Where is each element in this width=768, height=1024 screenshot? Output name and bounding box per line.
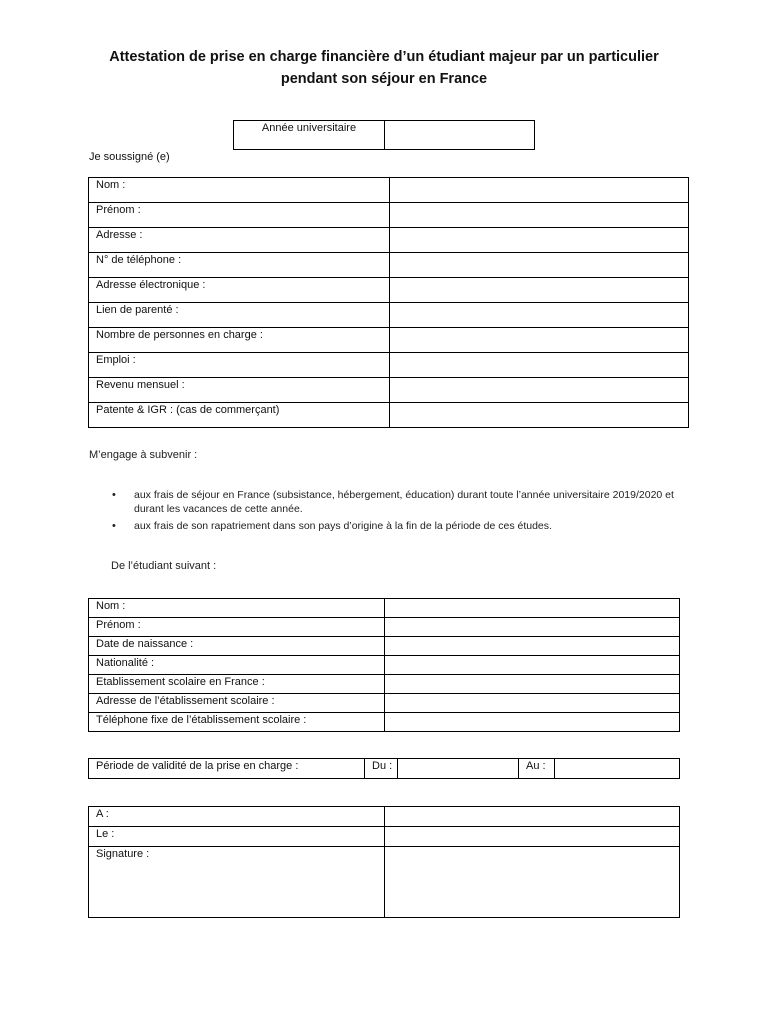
signature-value-field[interactable] (385, 847, 680, 918)
signature-table (88, 806, 680, 918)
etudiant-value-field[interactable] (385, 599, 680, 618)
engage-label: M’engage à subvenir : (89, 449, 198, 461)
garant-label: Patente & IGR : (cas de commerçant) (89, 403, 390, 428)
garant-label: Emploi : (89, 353, 390, 378)
periode-label: Période de validité de la prise en charge : (89, 759, 365, 779)
table-row (89, 353, 689, 378)
etudiant-suivant-label: De l’étudiant suivant : (111, 560, 217, 572)
table-row (89, 303, 689, 328)
garant-label: Prénom : (89, 203, 390, 228)
date-label: Le : (89, 827, 385, 847)
garant-label: Adresse : (89, 228, 390, 253)
table-row (89, 378, 689, 403)
etudiant-label: Prénom : (89, 618, 385, 637)
title-line-2: pendant son séjour en France (280, 71, 488, 87)
etudiant-value-field[interactable] (385, 637, 680, 656)
annee-label: Année universitaire (234, 121, 385, 150)
garant-label: Lien de parenté : (89, 303, 390, 328)
etudiant-label: Nom : (89, 599, 385, 618)
garant-value-field[interactable] (390, 278, 689, 303)
annee-value-field[interactable] (385, 121, 535, 150)
etudiant-label: Date de naissance : (89, 637, 385, 656)
lieu-value-field[interactable] (385, 807, 680, 827)
garant-value-field[interactable] (390, 353, 689, 378)
du-value-field[interactable] (398, 759, 519, 779)
table-row (89, 253, 689, 278)
garant-value-field[interactable] (390, 203, 689, 228)
etudiant-label: Adresse de l’établissement scolaire : (89, 694, 385, 713)
table-row (89, 637, 680, 656)
etudiant-value-field[interactable] (385, 656, 680, 675)
table-row (89, 759, 680, 779)
signature-label: Signature : (89, 847, 385, 918)
table-row (89, 178, 689, 203)
table-row (89, 403, 689, 428)
table-row (89, 278, 689, 303)
table-row (89, 203, 689, 228)
garant-value-field[interactable] (390, 228, 689, 253)
du-label: Du : (365, 759, 398, 779)
garant-label: Nom : (89, 178, 390, 203)
lieu-label: A : (89, 807, 385, 827)
table-row (89, 618, 680, 637)
etudiant-value-field[interactable] (385, 675, 680, 694)
garant-table (88, 177, 689, 428)
engagement-list (110, 488, 680, 536)
list-item: • aux frais de son rapatriement dans son pays d’origine à la fin de la période de ces études. (110, 519, 680, 533)
garant-label: N° de téléphone : (89, 253, 390, 278)
table-row (89, 675, 680, 694)
garant-value-field[interactable] (390, 403, 689, 428)
table-row (89, 827, 680, 847)
table-row (89, 599, 680, 618)
etudiant-value-field[interactable] (385, 694, 680, 713)
etudiant-table (88, 598, 680, 732)
garant-value-field[interactable] (390, 378, 689, 403)
soussigne-label: Je soussigné (e) (89, 151, 170, 163)
etudiant-label: Etablissement scolaire en France : (89, 675, 385, 694)
table-row (89, 656, 680, 675)
au-value-field[interactable] (555, 759, 680, 779)
etudiant-value-field[interactable] (385, 618, 680, 637)
table-row (89, 328, 689, 353)
garant-value-field[interactable] (390, 178, 689, 203)
periode-table (88, 758, 680, 779)
garant-value-field[interactable] (390, 328, 689, 353)
garant-label: Revenu mensuel : (89, 378, 390, 403)
garant-label: Adresse électronique : (89, 278, 390, 303)
table-row (89, 694, 680, 713)
title-line-1: Attestation de prise en charge financière d’un étudiant majeur par un particulier (109, 49, 659, 65)
table-row (89, 228, 689, 253)
etudiant-label: Nationalité : (89, 656, 385, 675)
etudiant-value-field[interactable] (385, 713, 680, 732)
list-item: • aux frais de séjour en France (subsistance, hébergement, éducation) durant toute l’année universitaire 2019/2020 et durant les vacances de cette année. (110, 488, 680, 516)
document-title (80, 46, 688, 90)
garant-value-field[interactable] (390, 303, 689, 328)
table-row (89, 847, 680, 918)
date-value-field[interactable] (385, 827, 680, 847)
table-row (89, 713, 680, 732)
garant-label: Nombre de personnes en charge : (89, 328, 390, 353)
table-row (89, 807, 680, 827)
garant-value-field[interactable] (390, 253, 689, 278)
annee-universitaire-table (233, 120, 535, 150)
au-label: Au : (519, 759, 555, 779)
etudiant-label: Téléphone fixe de l’établissement scolaire : (89, 713, 385, 732)
